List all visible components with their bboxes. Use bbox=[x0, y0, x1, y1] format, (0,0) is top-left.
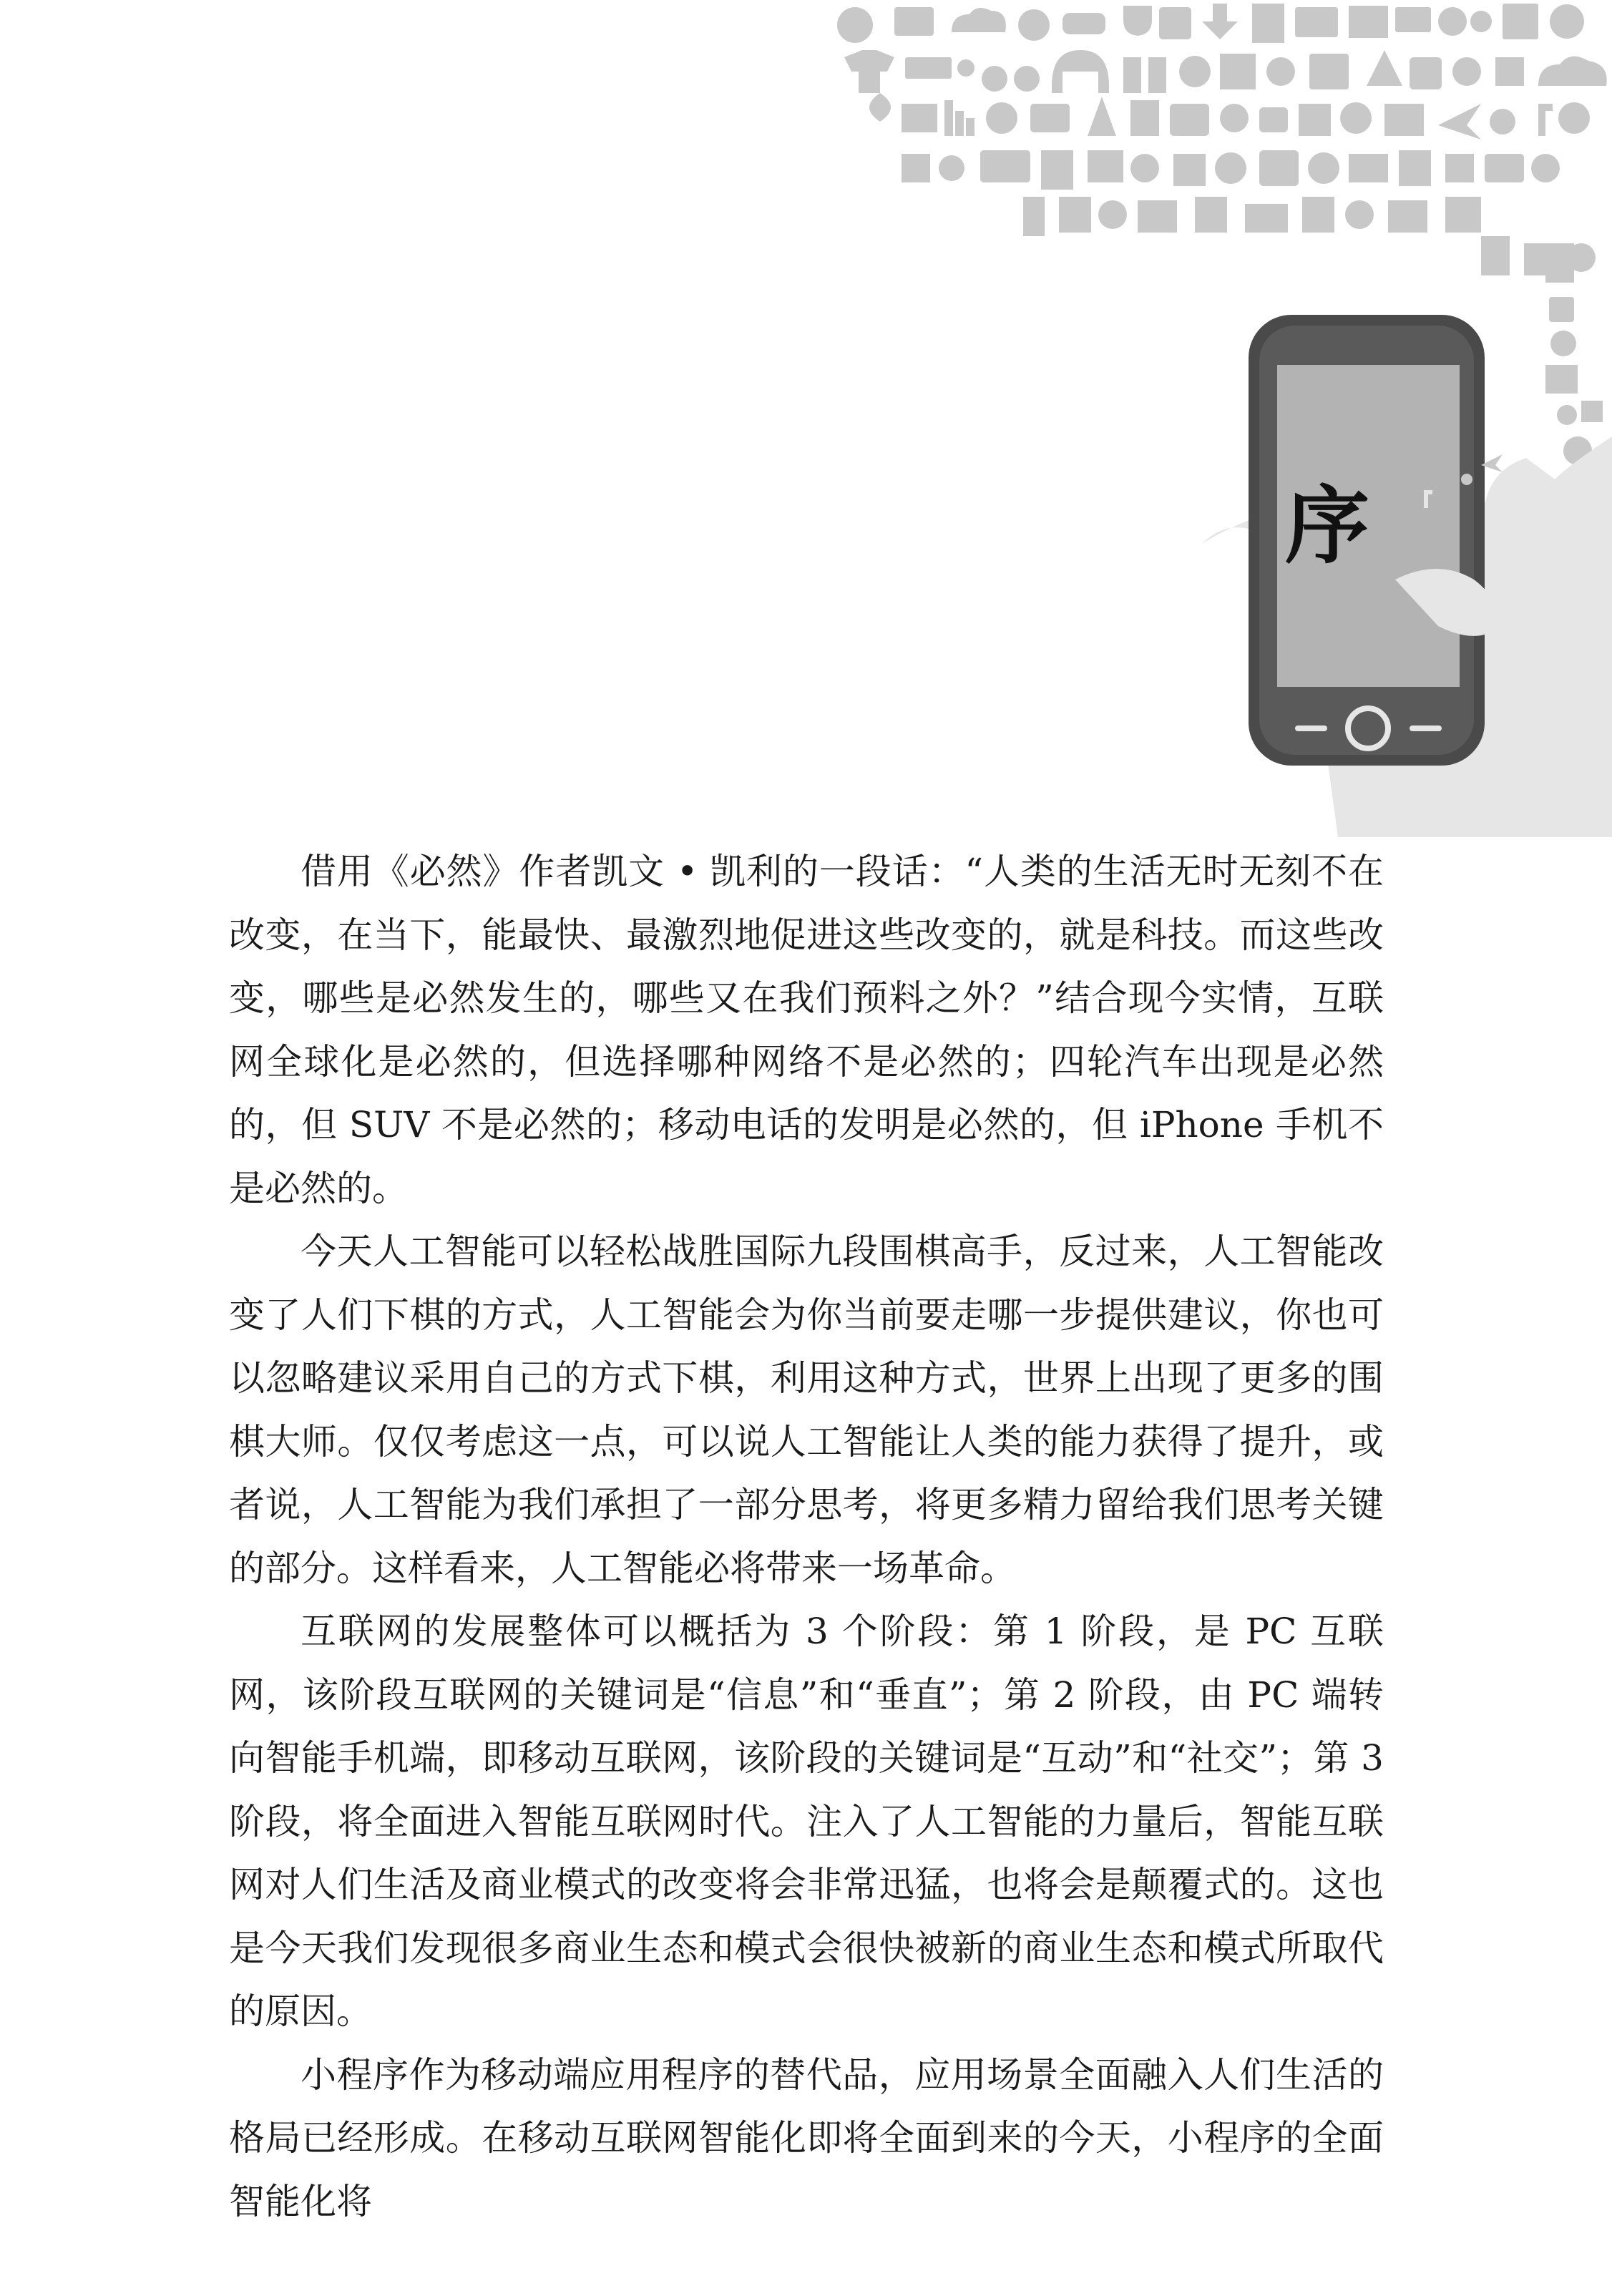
paragraph: 互联网的发展整体可以概括为 3 个阶段：第 1 阶段，是 PC 互联网，该阶段互联网的关键词是“信息”和“垂直”；第 2 阶段，由 PC 端转向智能手机端，即移动互联网，该阶段的关键词是“互动”和“社交”；第 3 阶段，将全面进入智能互联网时代。注入了人工智能的力量后，智能互联网对人们生活及商业模式的改变将会非常迅猛，也将会是颠覆式的。这也是今天我们发现很多商业生态和模式会很快被新的商业生态和模式所取代的原因。 bbox=[229, 1611, 1384, 2032]
body-text bbox=[229, 840, 1384, 2233]
cup-icon bbox=[1259, 107, 1288, 132]
mail-icon bbox=[1349, 154, 1388, 182]
monitor-icon bbox=[894, 7, 934, 36]
cloud-icon bbox=[952, 8, 1006, 32]
trophy-icon bbox=[1123, 6, 1152, 36]
chapter-title: 序 bbox=[1284, 477, 1369, 575]
clock-icon bbox=[837, 7, 873, 43]
paragraph: 借用《必然》作者凯文 • 凯利的一段话：“人类的生活无时无刻不在改变，在当下，能最快、最激烈地促进这些改变的，就是科技。而这些改变，哪些是必然发生的，哪些又在我们预料之外？”结合现今实情，互联网全球化是必然的，但选择哪种网络不是必然的；四轮汽车出现是必然的，但 SUV 不是必然的；移动电话的发明是必然的，但 iPhone 手机不是必然的。 bbox=[229, 851, 1384, 1209]
music-icon bbox=[1538, 104, 1553, 136]
paragraph: 小程序作为移动端应用程序的替代品，应用场景全面融入人们生活的格局已经形成。在移动互联网智能化即将全面到来的今天，小程序的全面智能化将 bbox=[229, 2053, 1384, 2222]
book-icon bbox=[1503, 4, 1538, 39]
keyboard-icon bbox=[905, 57, 952, 79]
plane-icon bbox=[1438, 104, 1481, 140]
gear-icon bbox=[1438, 7, 1467, 36]
people-icon bbox=[1123, 57, 1166, 93]
calendar-icon bbox=[1309, 54, 1349, 89]
film-icon bbox=[1252, 4, 1284, 43]
headphones-icon bbox=[1052, 50, 1109, 93]
tshirt-icon bbox=[844, 50, 894, 93]
laptop-icon bbox=[1395, 7, 1431, 32]
bike-icon bbox=[982, 66, 1007, 92]
snowflake-icon bbox=[1179, 56, 1211, 87]
car-icon bbox=[1063, 13, 1105, 34]
paragraph: 今天人工智能可以轻松战胜国际九段围棋高手，反过来，人工智能改变了人们下棋的方式，人工智能会为你当前要走哪一步提供建议，你也可以忽略建议采用自己的方式下棋，利用这种方式，世界上出现了更多的围棋大师。仅仅考虑这一点，可以说人工智能让人类的能力获得了提升，或者说，人工智能为我们承担了一部分思考，将更多精力留给我们思考关键的部分。这样看来，人工智能必将带来一场革命。 bbox=[229, 1231, 1384, 1589]
camera-icon bbox=[1485, 154, 1524, 182]
cloud-sun-icon bbox=[1538, 57, 1607, 86]
download-icon bbox=[1202, 4, 1238, 39]
chart-icon bbox=[944, 100, 953, 136]
image-icon bbox=[1349, 6, 1388, 38]
phone-in-hand-illustration bbox=[1181, 308, 1612, 851]
